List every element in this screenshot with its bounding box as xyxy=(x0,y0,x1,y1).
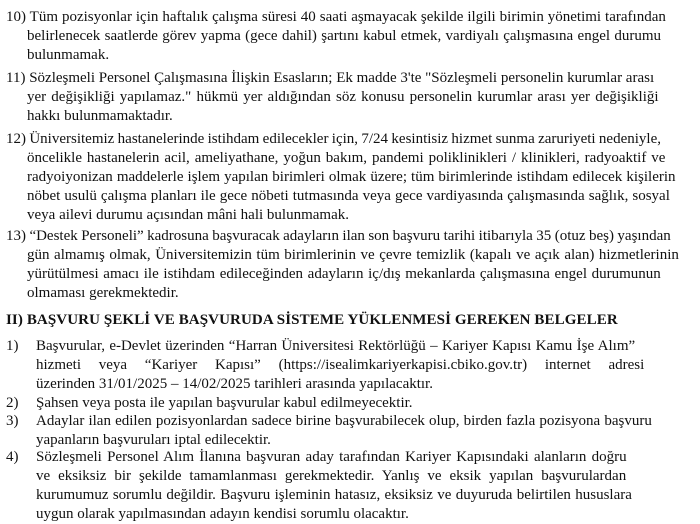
text-line: nöbet usulü çalışma planları ile gece nöbeti tutmasında veya gece vardiyasında çalışmasında sağlık, sosyal xyxy=(27,188,670,204)
text-line: 11) Sözleşmeli Personel Çalışmasına İlişkin Esasların; Ek madde 3'te "Sözleşmeli personelin kurumlar arası xyxy=(6,70,655,86)
text-line: 13) “Destek Personeli” kadrosuna başvuracak adayların ilan son başvuru tarihi itibarıyla 35 (otuz beş) yaşından xyxy=(6,228,671,244)
text-line: uygun olarak yapılmasından adayın kendisi sorumlu olacaktır. xyxy=(36,506,409,522)
text-line: yürütülmesi amacı ile istihdam edileceğinden adayların iç/dış mekanlarda çalışmasına engel durumunun xyxy=(27,266,661,282)
text-line: veya ailevi durumu açısından mâni hali bulunmamak. xyxy=(27,207,349,223)
text-line: gün almamış olmak, Üniversitemizin tüm birimlerinin ve çevre temizlik (kapalı ve açık alan) hizmetlerinin xyxy=(27,247,679,263)
text-line: bulunmamak. xyxy=(27,47,110,63)
text-line: yapanların başvuruları iptal edilecektir. xyxy=(36,432,271,448)
text-line: radyoiyonizan maddelerle işlem yapılan birimleri olmak üzere; tüm birimlerinde istihdam edilecek kişilerin xyxy=(27,169,676,185)
requirement-item-10 xyxy=(6,8,686,65)
text-line: Başvurular, e-Devlet üzerinden “Harran Üniversitesi Rektörlüğü – Kariyer Kapısı Kamu İşe Alım” xyxy=(36,338,636,354)
application-item-4 xyxy=(6,448,672,524)
text-line: olmaması gerekmektedir. xyxy=(27,285,179,301)
application-item-1 xyxy=(6,337,672,394)
application-item-3 xyxy=(6,412,672,450)
item-number: 4) xyxy=(6,449,19,465)
text-line: üzerinden 31/01/2025 – 14/02/2025 tarihleri arasında yapılacaktır. xyxy=(36,376,433,392)
text-line: belirlenecek saatlerde görev yapma (gece dahil) şartını kabul etmek, vardiyalı çalışmasına engel durumu xyxy=(27,28,662,44)
text-line: öncelikle hastanelerin acil, ameliyathane, yoğun bakım, pandemi poliklinikleri / klinikleri, radyoaktif ve xyxy=(27,150,666,166)
application-item-2 xyxy=(6,394,672,413)
text-line: hizmeti veya “Kariyer Kapısı” (https://isealimkariyerkapisi.cbiko.gov.tr) internet adresi xyxy=(36,357,645,373)
text-line: hakkı bulunmamaktadır. xyxy=(27,108,173,124)
section-heading: II) BAŞVURU ŞEKLİ VE BAŞVURUDA SİSTEME YÜKLENMESİ GEREKEN BELGELER xyxy=(6,312,618,328)
text-line: Sözleşmeli Personel Alım İlanına başvuran aday tarafından Kariyer Kapısındaki alanların doğru xyxy=(36,449,627,465)
item-number: 1) xyxy=(6,338,19,354)
text-line: 12) Üniversitemiz hastanelerinde istihdam edilecekler için, 7/24 kesintisiz hizmet sunma zaruriyeti nedeniyle, xyxy=(6,131,661,147)
item-number: 3) xyxy=(6,413,19,429)
text-line: ve eksiksiz bir şekilde tamamlanması gerekmektedir. Yanlış ve eksik yapılan başvurulardan xyxy=(36,468,627,484)
text-line: 10) Tüm pozisyonlar için haftalık çalışma süresi 40 saati aşmayacak şekilde ilgili birimin yönetimi tarafından xyxy=(6,9,666,25)
requirement-item-12 xyxy=(6,130,686,225)
text-line: kurumumuz sorumlu değildir. Başvuru işleminin hatasız, eksiksiz ve duyuruda belirtilen hususlara xyxy=(36,487,632,503)
requirement-item-11 xyxy=(6,69,686,126)
item-number: 2) xyxy=(6,395,19,411)
text-line: yer değişikliği yapılamaz." hükmü yer aldığından söz konusu personelin kurumlar arası yer değişikliği xyxy=(27,89,659,105)
text-line: Şahsen veya posta ile yapılan başvurular kabul edilmeyecektir. xyxy=(36,395,413,411)
requirement-item-13 xyxy=(6,227,686,303)
text-line: Adaylar ilan edilen pozisyonlardan sadece birine başvurabilecek olup, birden fazla pozisyona başvuru xyxy=(36,413,652,429)
